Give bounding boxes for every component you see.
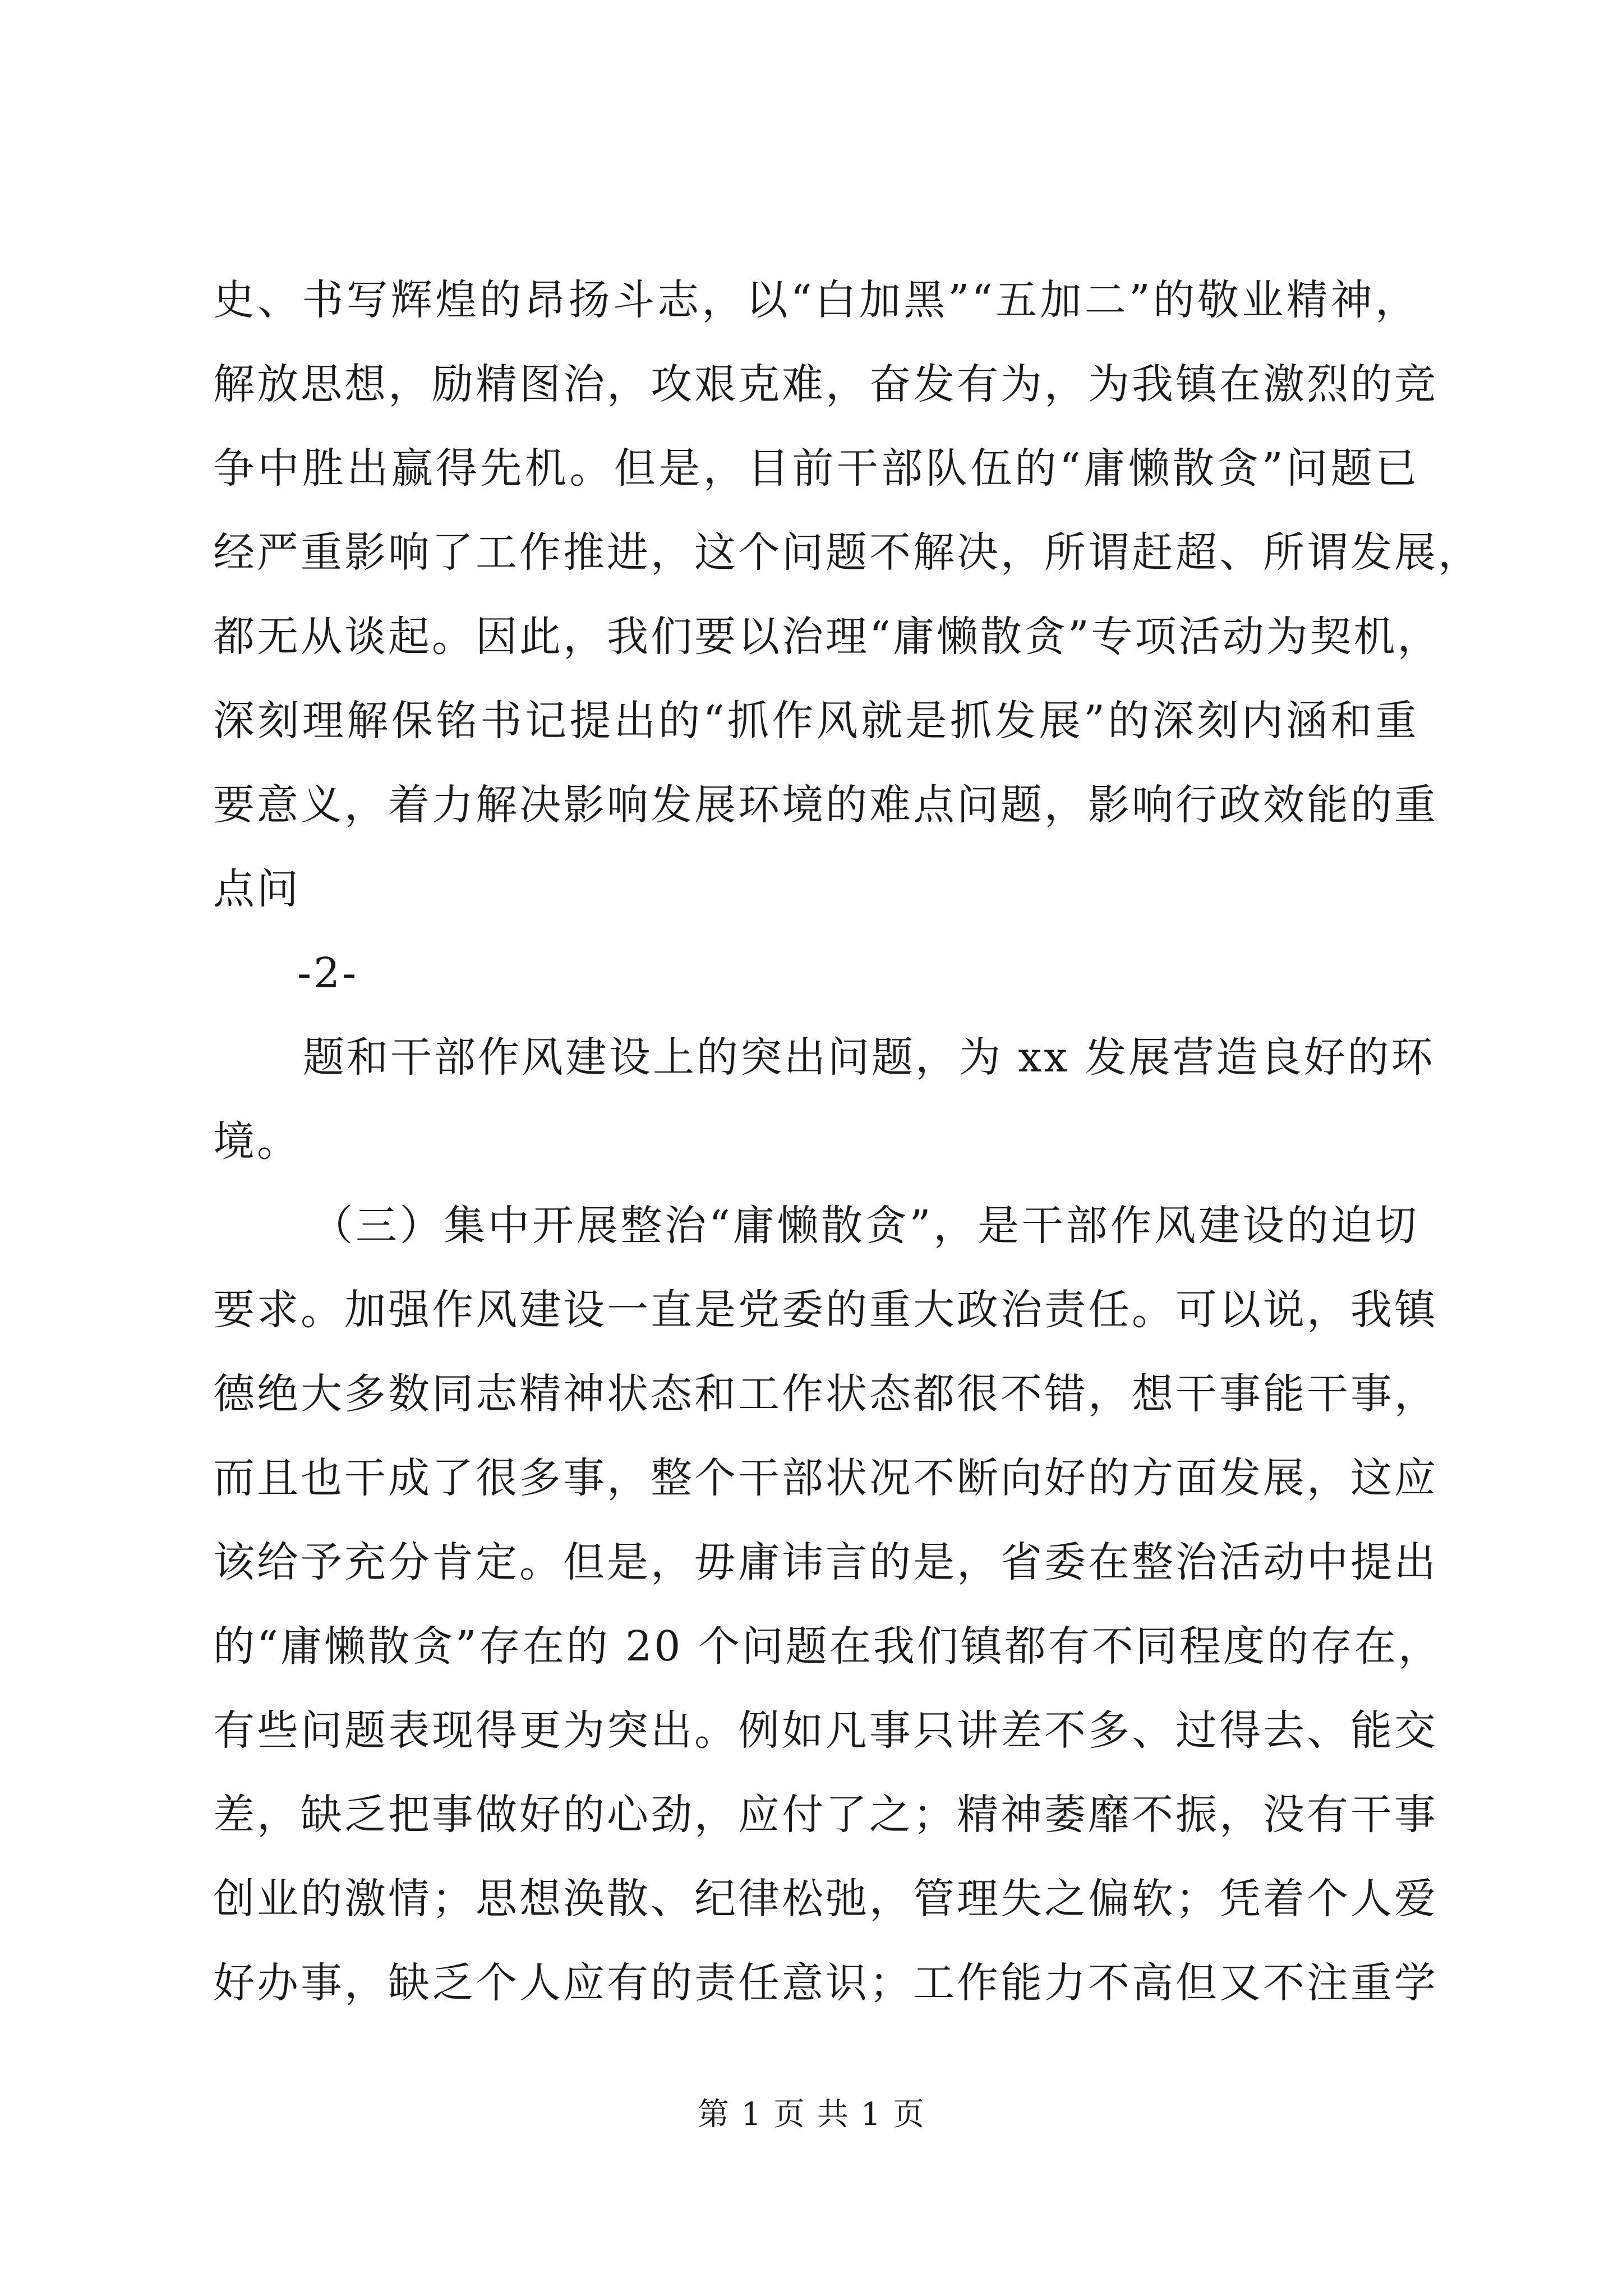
text-line: 创业的激情；思想涣散、纪律松弛，管理失之偏软；凭着个人爱 bbox=[213, 1875, 1438, 1923]
text-line: 都无从谈起。因此，我们要以治理“庸懒散贪”专项活动为契机， bbox=[213, 613, 1441, 661]
text-line: 的“庸懒散贪”存在的 20 个问题在我们镇都有不同程度的存在， bbox=[213, 1622, 1442, 1671]
text-line: 德绝大多数同志精神状态和工作状态都很不错，想干事能干事， bbox=[213, 1370, 1438, 1418]
page-number-marker: -2- bbox=[297, 949, 359, 997]
text-line: 点问 bbox=[213, 865, 301, 913]
text-line: 该给予充分肯定。但是，毋庸讳言的是，省委在整治活动中提出 bbox=[213, 1538, 1438, 1586]
text-line: 经严重影响了工作推进，这个问题不解决，所谓赶超、所谓发展， bbox=[213, 528, 1482, 577]
text-line: 史、书写辉煌的昂扬斗志，以“白加黑”“五加二”的敬业精神， bbox=[213, 276, 1419, 324]
text-line: 深刻理解保铭书记提出的“抓作风就是抓发展”的深刻内涵和重 bbox=[213, 697, 1419, 745]
footer-page-label: 第 1 页 共 1 页 bbox=[697, 2096, 926, 2133]
text-line: 解放思想，励精图治，攻艰克难，奋发有为，为我镇在激烈的竞 bbox=[213, 360, 1438, 408]
section-heading-line: （三）集中开展整治“庸懒散贪”，是干部作风建设的迫切 bbox=[311, 1202, 1419, 1250]
text-line: 题和干部作风建设上的突出问题，为 xx 发展营造良好的环 bbox=[303, 1033, 1435, 1082]
text-line: 差，缺乏把事做好的心劲，应付了之；精神萎靡不振，没有干事 bbox=[213, 1791, 1438, 1839]
text-line: 要意义，着力解决影响发展环境的难点问题，影响行政效能的重 bbox=[213, 781, 1438, 829]
text-line: 有些问题表现得更为突出。例如凡事只讲差不多、过得去、能交 bbox=[213, 1706, 1438, 1755]
text-line: 境。 bbox=[213, 1117, 301, 1166]
page-footer bbox=[0, 2092, 1623, 2137]
text-line: 要求。加强作风建设一直是党委的重大政治责任。可以说，我镇 bbox=[213, 1286, 1438, 1334]
text-line: 好办事，缺乏个人应有的责任意识；工作能力不高但又不注重学 bbox=[213, 1959, 1438, 2007]
text-line: 而且也干成了很多事，整个干部状况不断向好的方面发展，这应 bbox=[213, 1454, 1438, 1502]
body-text bbox=[213, 258, 1482, 2025]
text-line: 争中胜出赢得先机。但是，目前干部队伍的“庸懒散贪”问题已 bbox=[213, 444, 1419, 493]
